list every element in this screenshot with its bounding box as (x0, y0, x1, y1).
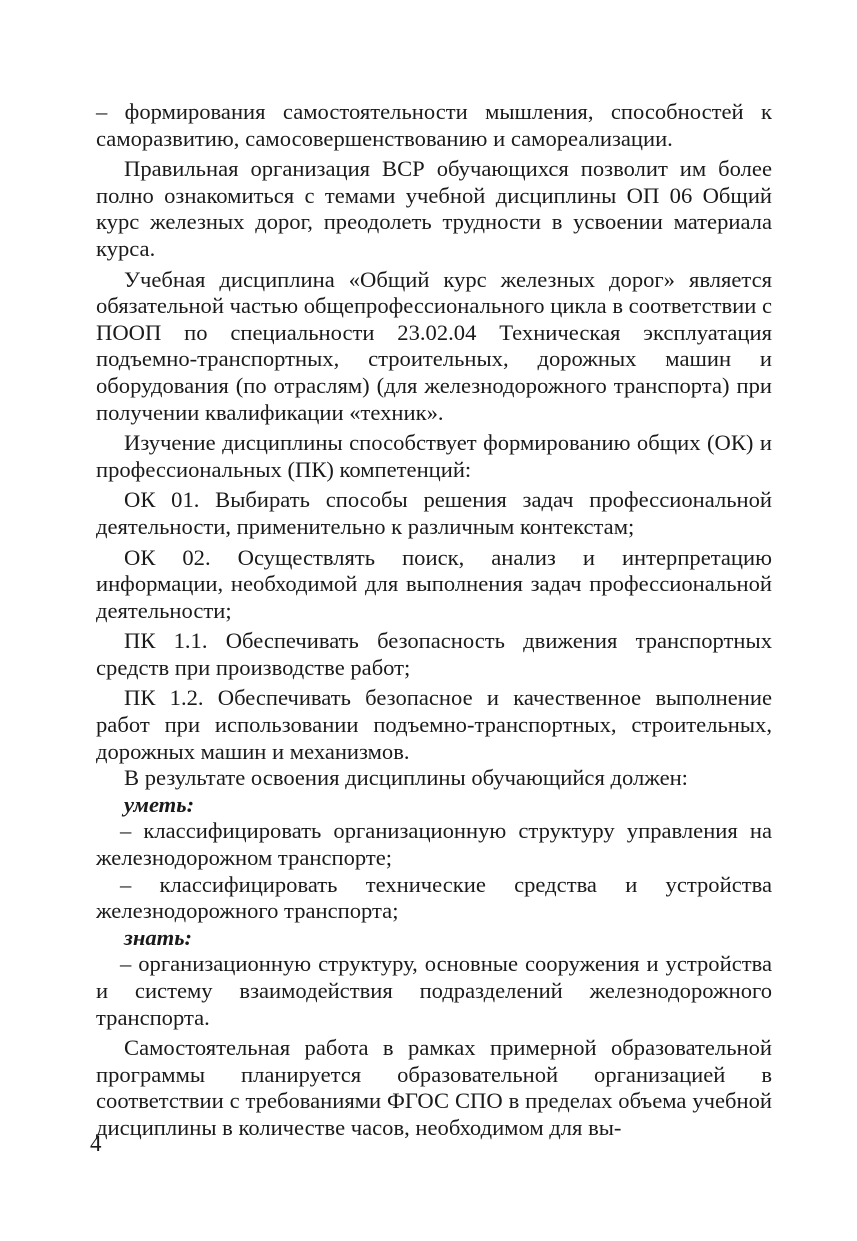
paragraph-ok-01: ОК 01. Выбирать способы решения задач профессиональной деятельности, применительно к различным контекстам; (96, 487, 772, 539)
body-text (96, 99, 772, 1142)
paragraph-independent-work: Самостоятельная работа в рамках примерной образовательной программы планируется образовательной организацией в соответствии с требованиями ФГОС СПО в пределах объема учебной дисциплины в количестве часов, необходимом для вы- (96, 1035, 772, 1140)
page-number: 4 (90, 1131, 102, 1156)
paragraph-vsr-organization: Правильная организация ВСР обучающихся позволит им более полно ознакомиться с темами учебной дисциплины ОП 06 Общий курс железных дорог, преодолеть трудности в усвоении материала курса. (96, 156, 772, 261)
list-item-skill-management: – классифицировать организационную структуру управления на железнодорожном транспорте; (96, 818, 772, 871)
list-item-knowledge-structure: – организационную структуру, основные сооружения и устройства и систему взаимодействия подразделений железнодорожного транспорта. (96, 951, 772, 1030)
paragraph-ok-02: ОК 02. Осуществлять поиск, анализ и интерпретацию информации, необходимой для выполнения задач профессиональной деятельности; (96, 544, 772, 623)
paragraph-learning-outcome: В результате освоения дисциплины обучающийся должен: (124, 765, 688, 791)
heading-skills: уметь: (124, 791, 195, 817)
list-item-skill-technical: – классифицировать технические средства и устройства железнодорожного транспорта; (96, 871, 772, 924)
paragraph-discipline-status: Учебная дисциплина «Общий курс железных дорог» является обязательной частью общепрофессионального цикла в соответствии с ПООП по специальности 23.02.04 Техническая эксплуатация подъемно-транспортных, строительных, дорожных машин и оборудования (по отраслям) (для железнодорожного транспорта) при получении квалификации «техник». (96, 266, 773, 425)
paragraph-competencies-intro: Изучение дисциплины способствует формированию общих (ОК) и профессиональных (ПК) компетенций: (96, 430, 772, 482)
paragraph-self-development: – формирования самостоятельности мышления, способностей к саморазвитию, самосовершенствованию и самореализации. (96, 99, 772, 151)
paragraph-pk-1-1: ПК 1.1. Обеспечивать безопасность движения транспортных средств при производстве работ; (96, 628, 772, 680)
heading-knowledge: знать: (124, 924, 193, 950)
paragraph-pk-1-2: ПК 1.2. Обеспечивать безопасное и качественное выполнение работ при использовании подъемно-транспортных, строительных, дорожных машин и механизмов. (96, 685, 772, 764)
